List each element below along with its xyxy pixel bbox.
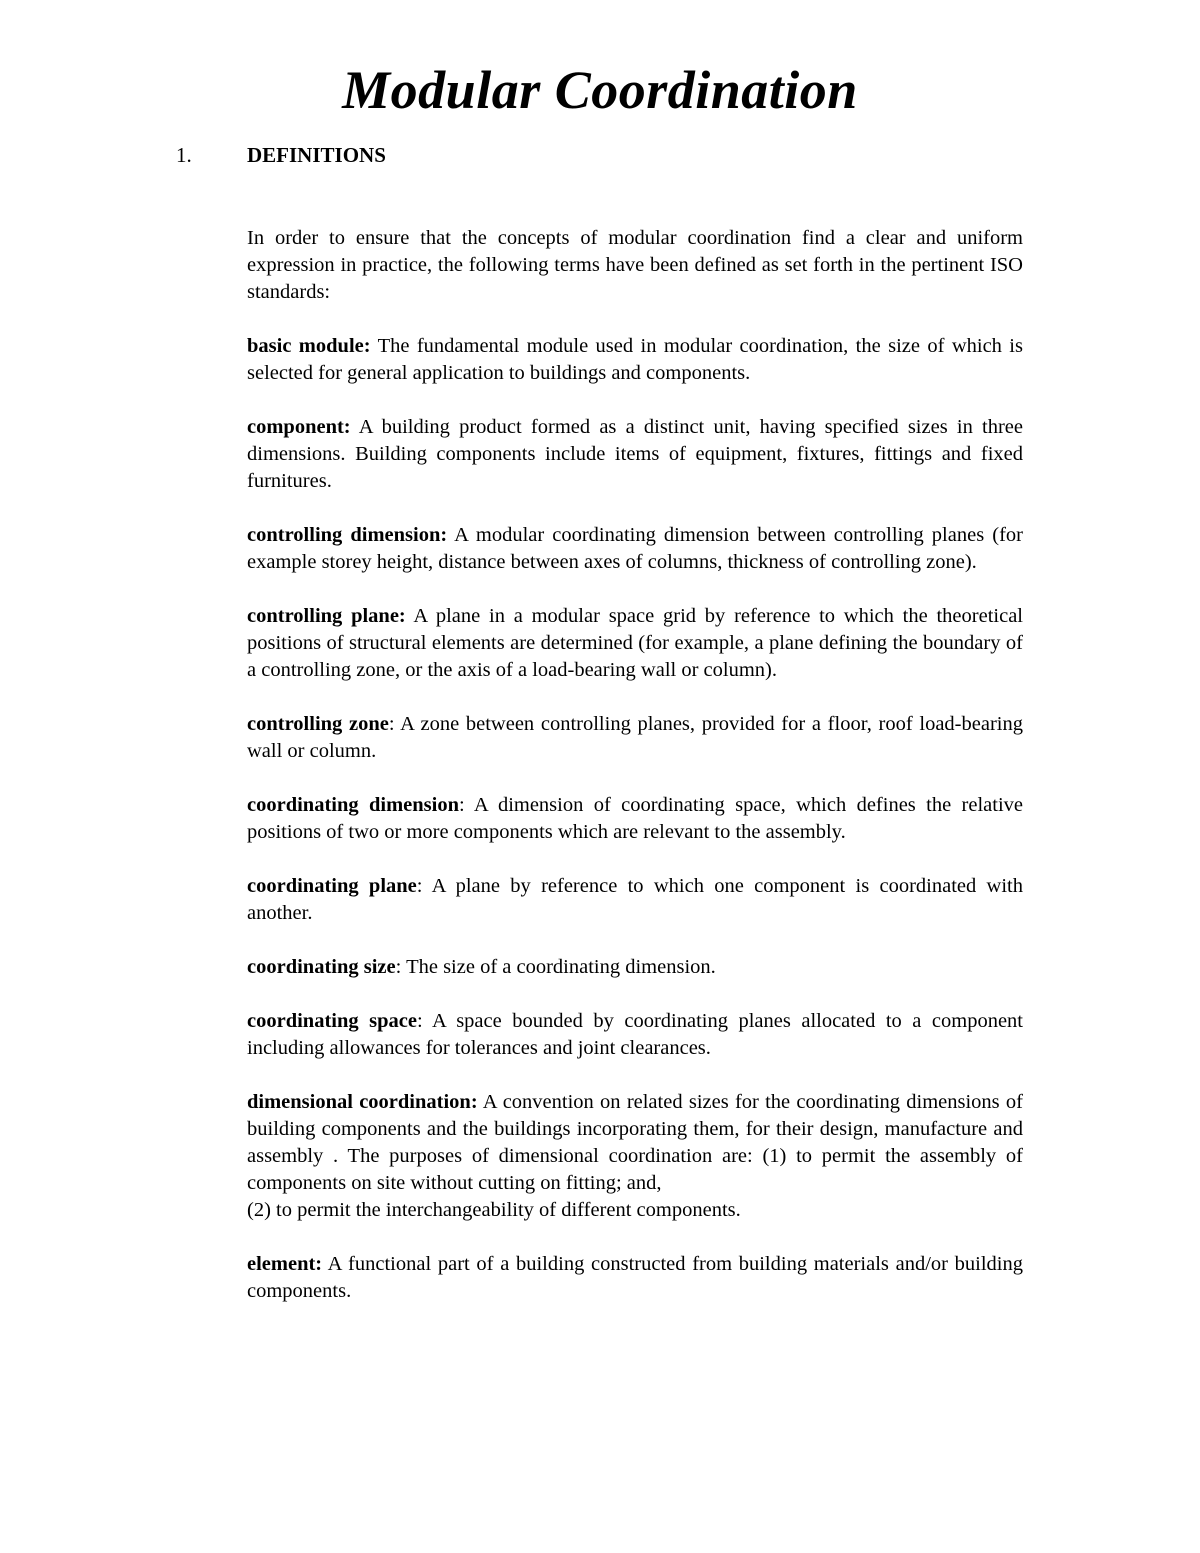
definition-coordinating-space bbox=[247, 1008, 1023, 1062]
definition-dimensional-coordination bbox=[247, 1089, 1023, 1197]
section-heading: DEFINITIONS bbox=[247, 143, 386, 167]
definition-text: A convention on related sizes for the coordinating dimensions of building components and the buildings incorporating them, for their design, manufacture and assembly . The purposes of dimensional coordination are: (1) to permit the assembly of components on site without cutting on fitting; and, bbox=[247, 1091, 1023, 1194]
definition-controlling-dimension bbox=[247, 522, 1023, 576]
document-body bbox=[247, 225, 1023, 1332]
definition-text: : A space bounded by coordinating planes allocated to a component including allowances for tolerances and joint clearances. bbox=[247, 1010, 1023, 1059]
definition-text: A functional part of a building constructed from building materials and/or building components. bbox=[247, 1253, 1023, 1302]
definition-text: A building product formed as a distinct unit, having specified sizes in three dimensions. Building components include items of equipment, fixtures, fittings and fixed furnitures. bbox=[247, 416, 1023, 492]
intro-paragraph: In order to ensure that the concepts of modular coordination find a clear and uniform expression in practice, the following terms have been defined as set forth in the pertinent ISO standards: bbox=[247, 227, 1023, 303]
definition-term: coordinating space bbox=[247, 1010, 417, 1032]
definition-coordinating-plane bbox=[247, 873, 1023, 927]
definition-element bbox=[247, 1251, 1023, 1305]
definition-component bbox=[247, 414, 1023, 495]
definition-term: component: bbox=[247, 416, 351, 438]
definition-text: A plane in a modular space grid by reference to which the theoretical positions of structural elements are determined (for example, a plane defining the boundary of a controlling zone, or the axis of a load-bearing wall or column). bbox=[247, 605, 1023, 681]
definition-text: : The size of a coordinating dimension. bbox=[395, 956, 716, 978]
definition-text: (2) to permit the interchangeability of different components. bbox=[247, 1199, 741, 1221]
definition-text: : A dimension of coordinating space, which defines the relative positions of two or more components which are relevant to the assembly. bbox=[247, 794, 1023, 843]
section-number: 1. bbox=[176, 143, 192, 167]
definition-controlling-zone bbox=[247, 711, 1023, 765]
definition-coordinating-dimension bbox=[247, 792, 1023, 846]
definition-basic-module bbox=[247, 333, 1023, 387]
document-title: Modular Coordination bbox=[342, 60, 858, 120]
definition-coordinating-size bbox=[247, 954, 1023, 981]
definition-controlling-plane bbox=[247, 603, 1023, 684]
definition-term: dimensional coordination: bbox=[247, 1091, 478, 1113]
definition-term: controlling plane: bbox=[247, 605, 406, 627]
definition-term: controlling zone bbox=[247, 713, 389, 735]
definition-term: basic module: bbox=[247, 335, 371, 357]
definition-text: A modular coordinating dimension between controlling planes (for example storey height, distance between axes of columns, thickness of controlling zone). bbox=[247, 524, 1023, 573]
definition-term: element: bbox=[247, 1253, 323, 1275]
definition-text: : A plane by reference to which one component is coordinated with another. bbox=[247, 875, 1023, 924]
definition-term: coordinating dimension bbox=[247, 794, 459, 816]
definition-dimensional-coordination-continued bbox=[247, 1197, 1023, 1224]
definition-term: controlling dimension: bbox=[247, 524, 448, 546]
definition-text: The fundamental module used in modular coordination, the size of which is selected for general application to buildings and components. bbox=[247, 335, 1023, 384]
definition-term: coordinating size bbox=[247, 956, 396, 978]
definition-text: : A zone between controlling planes, provided for a floor, roof load-bearing wall or column. bbox=[247, 713, 1023, 762]
definition-term: coordinating plane bbox=[247, 875, 417, 897]
